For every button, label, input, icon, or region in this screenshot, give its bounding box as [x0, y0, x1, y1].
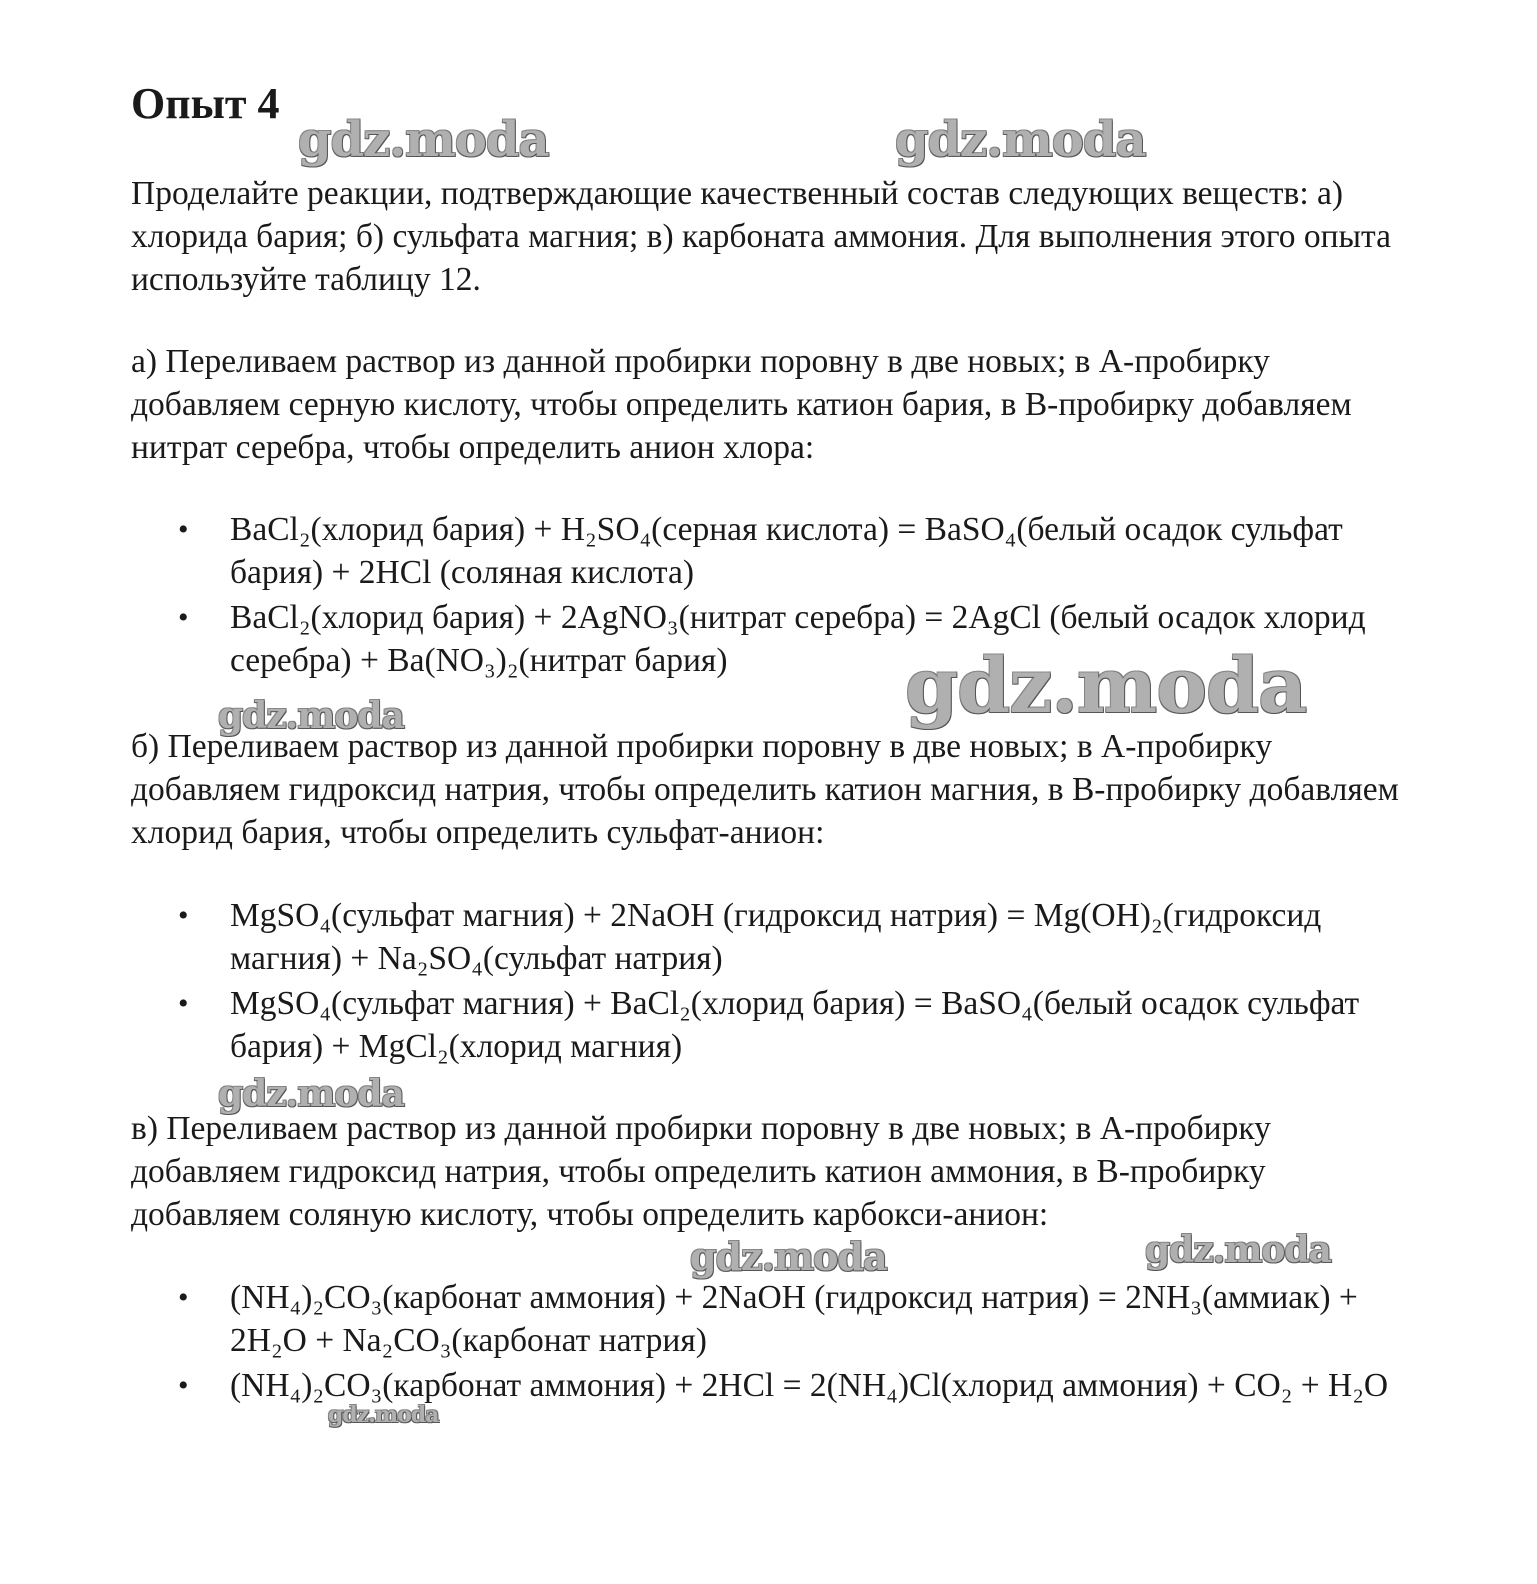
watermark: gdz.moda: [218, 695, 404, 737]
watermark: gdz.moda: [1145, 1229, 1331, 1271]
equation-c2: • (NH₄)₂CO₃(карбонат аммония) + 2HCl = 2(NH₄)Cl(хлорид аммония) + CO₂ + H₂O: [131, 1364, 1421, 1407]
page-title: Опыт 4: [131, 79, 280, 128]
watermark: gdz.moda: [218, 1073, 404, 1115]
section-b-text: б) Переливаем раствор из данной пробирки поровну в две новых; в А-пробирку добавляем гидроксид натрия, чтобы определить катион магния, в В-пробирку добавляем хлорид бария, чтобы определить сульфат-анион:: [131, 728, 1399, 851]
section-a-text: а) Переливаем раствор из данной пробирки поровну в две новых; в А-пробирку добавляем серную кислоту, чтобы определить катион бария, в В-пробирку добавляем нитрат серебра, чтобы определить анион хлора:: [131, 343, 1352, 466]
watermark: gdz.moda: [298, 112, 549, 168]
watermark: gdz.moda: [905, 641, 1307, 730]
equation-b2: • MgSO₄(сульфат магния) + BaCl₂(хлорид бария) = BaSO₄(белый осадок сульфат бария) + MgCl₂(хлорид магния): [131, 982, 1421, 1068]
watermark: gdz.moda: [690, 1234, 887, 1279]
equation-c1: • (NH₄)₂CO₃(карбонат аммония) + 2NaOH (гидроксид натрия) = 2NH₃(аммиак) + 2H₂O + Na₂CO₃(карбонат натрия): [131, 1276, 1421, 1362]
watermark: gdz.moda: [895, 112, 1146, 168]
intro-paragraph: Проделайте реакции, подтверждающие качественный состав следующих веществ: а) хлорида бария; б) сульфата магния; в) карбоната аммония. Для выполнения этого опыта используйте таблицу 12.: [131, 175, 1391, 298]
equation-b1: • MgSO₄(сульфат магния) + 2NaOH (гидроксид натрия) = Mg(OH)₂(гидроксид магния) + Na₂SO₄(сульфат натрия): [131, 894, 1421, 980]
section-c-equations: [131, 1276, 1421, 1409]
section-c-text: в) Переливаем раствор из данной пробирки поровну в две новых; в А-пробирку добавляем гидроксид натрия, чтобы определить катион аммония, в В-пробирку добавляем соляную кислоту, чтобы определить карбокси-анион:: [131, 1110, 1271, 1233]
equation-a2: • BaCl₂(хлорид бария) + 2AgNO₃(нитрат серебра) = 2AgCl (белый осадок хлорид серебра) + Ba(NO₃)₂(нитрат бария): [131, 596, 1421, 682]
equation-a1: • BaCl₂(хлорид бария) + H₂SO₄(серная кислота) = BaSO₄(белый осадок сульфат бария) + 2HCl (соляная кислота): [131, 508, 1421, 594]
watermark: gdz.moda: [328, 1402, 439, 1428]
section-b-equations: [131, 894, 1421, 1070]
